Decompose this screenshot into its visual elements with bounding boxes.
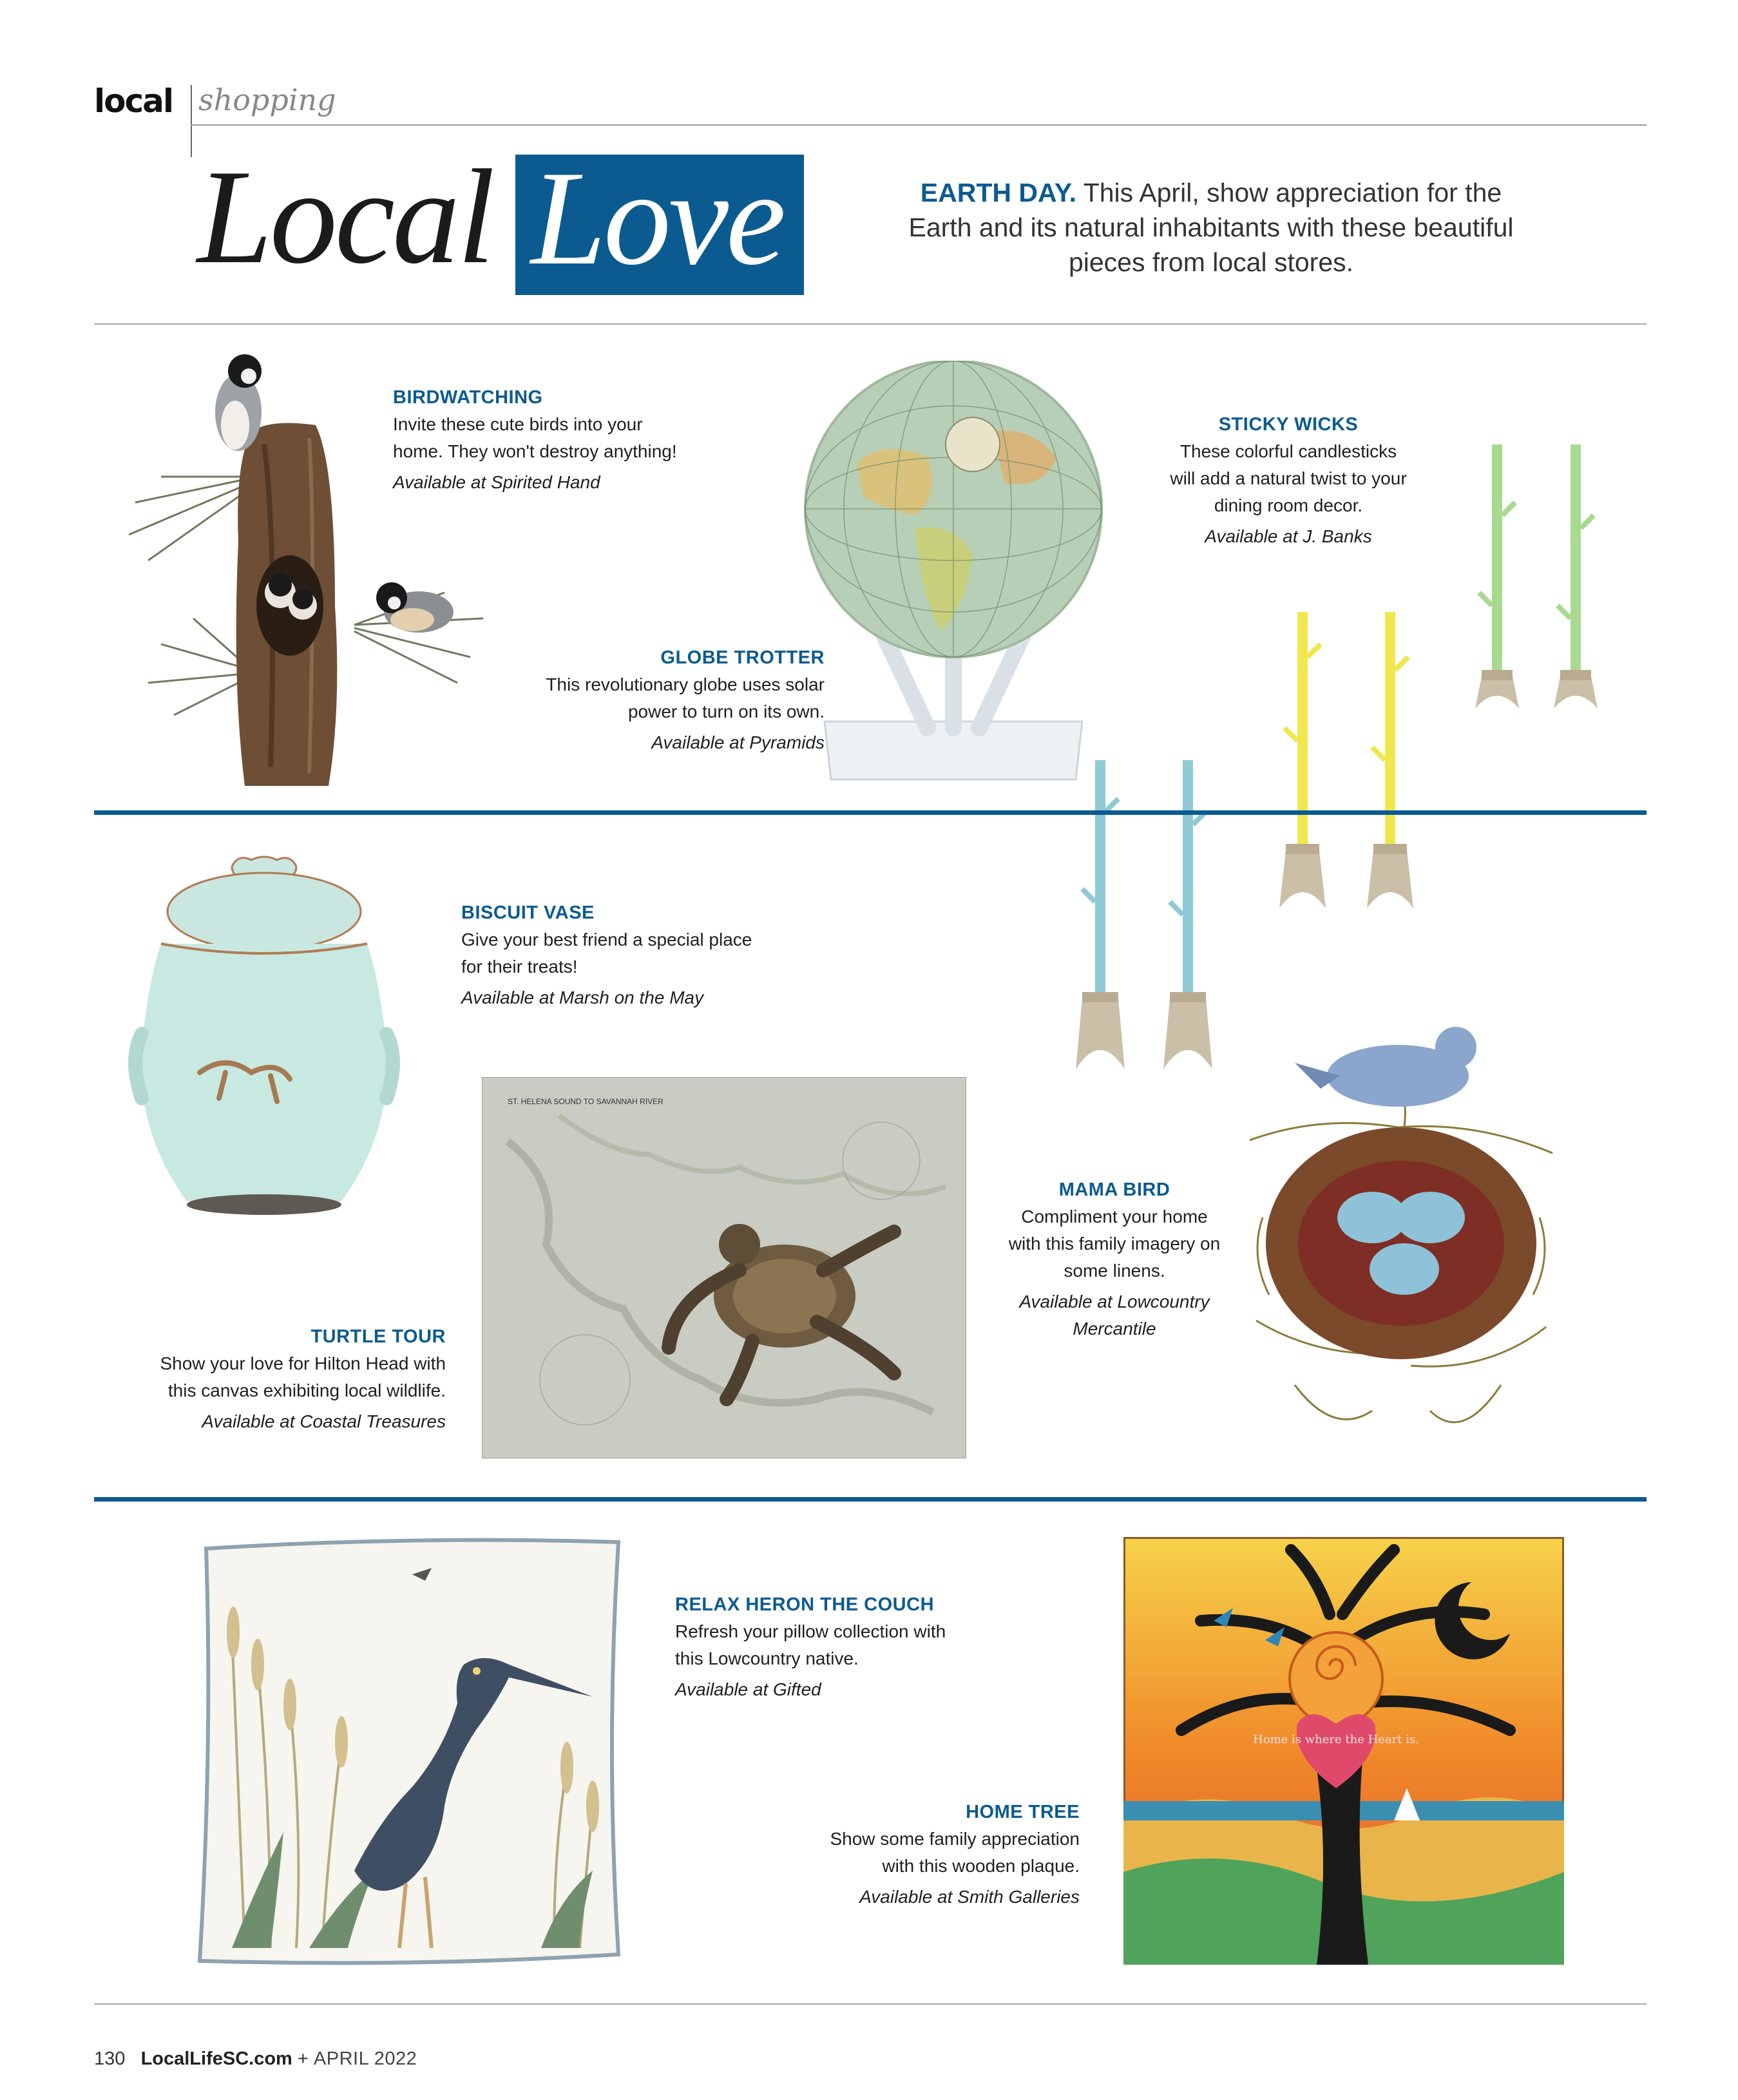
plaque-text: Home is where the Heart is. bbox=[1253, 1733, 1419, 1746]
wicks-description: These colorful candlesticks will add a natural twist to your dining room decor. bbox=[1170, 441, 1407, 515]
mamabird-caption bbox=[966, 1176, 1263, 1342]
page-footer bbox=[94, 2048, 417, 2070]
heron-pillow-image bbox=[193, 1536, 631, 1969]
section-rule-top bbox=[94, 323, 1647, 325]
mamabird-title: MAMA BIRD bbox=[1058, 1179, 1170, 1200]
globe-availability: Available at Pyramids bbox=[651, 732, 825, 752]
vase-title: BISCUIT VASE bbox=[461, 902, 595, 923]
wicks-title: STICKY WICKS bbox=[1218, 414, 1359, 435]
hometree-availability: Available at Smith Galleries bbox=[859, 1887, 1080, 1907]
intro-text: This April, show appreciation for the Earth and its natural inhabitants with these beautiful pieces from local stores. bbox=[908, 178, 1514, 277]
intro-paragraph bbox=[889, 175, 1533, 280]
mama-bird-image bbox=[1243, 1024, 1559, 1462]
birdwatching-availability: Available at Spirited Hand bbox=[393, 472, 600, 492]
blue-candles bbox=[1076, 760, 1212, 1069]
turtle-caption bbox=[116, 1323, 446, 1435]
turtle-title: TURTLE TOUR bbox=[310, 1326, 446, 1347]
heron-title: RELAX HERON THE COUCH bbox=[675, 1594, 935, 1615]
birdwatching-title: BIRDWATCHING bbox=[393, 387, 543, 408]
mamabird-availability: Available at Lowcountry Mercantile bbox=[1019, 1292, 1210, 1339]
intro-lead: EARTH DAY. bbox=[920, 178, 1077, 207]
wicks-caption bbox=[1134, 411, 1443, 550]
biscuit-vase-image bbox=[122, 854, 406, 1240]
heron-description: Refresh your pillow collection with this Lowcountry native. bbox=[675, 1621, 946, 1668]
mamabird-description: Compliment your home with this family imagery on some linens. bbox=[1008, 1207, 1221, 1281]
wicks-availability: Available at J. Banks bbox=[1205, 526, 1372, 546]
footer-rule bbox=[94, 2003, 1647, 2005]
globe-title: GLOBE TROTTER bbox=[660, 647, 825, 668]
footer-issue: APRIL 2022 bbox=[313, 2048, 417, 2069]
vase-description: Give your best friend a special place for their treats! bbox=[461, 930, 752, 977]
globe-caption bbox=[515, 644, 825, 756]
hometree-description: Show some family appreciation with this wooden plaque. bbox=[830, 1829, 1080, 1876]
title-love: Love bbox=[531, 144, 784, 293]
turtle-description: Show your love for Hilton Head with this canvas exhibiting local wildlife. bbox=[160, 1353, 446, 1400]
turtle-availability: Available at Coastal Treasures bbox=[202, 1411, 446, 1431]
footer-site-link[interactable]: LocalLifeSC.com bbox=[140, 2048, 292, 2069]
birdwatching-description: Invite these cute birds into your home. They won't destroy anything! bbox=[393, 414, 677, 461]
footer-separator: + bbox=[297, 2048, 309, 2069]
header-rule bbox=[191, 124, 1647, 126]
birdwatching-caption bbox=[393, 384, 677, 496]
chart-header-text: ST. HELENA SOUND TO SAVANNAH RIVER bbox=[508, 1097, 664, 1106]
globe-description: This revolutionary globe uses solar power to turn on its own. bbox=[546, 674, 825, 721]
vase-caption bbox=[461, 899, 752, 1011]
brand-logo: local bbox=[94, 82, 173, 120]
heron-caption bbox=[675, 1591, 946, 1703]
turtle-canvas-image bbox=[482, 1077, 966, 1458]
heron-availability: Available at Gifted bbox=[675, 1679, 821, 1699]
home-tree-image bbox=[1123, 1537, 1564, 1965]
section-label: shopping bbox=[198, 82, 336, 117]
yellow-candles bbox=[1279, 612, 1413, 908]
hometree-title: HOME TREE bbox=[966, 1802, 1080, 1822]
brand-divider bbox=[191, 85, 192, 157]
hometree-caption bbox=[758, 1799, 1080, 1911]
section-rule-2 bbox=[94, 1497, 1647, 1502]
green-candles bbox=[1475, 444, 1598, 709]
vase-availability: Available at Marsh on the May bbox=[461, 988, 704, 1007]
page-number: 130 bbox=[94, 2048, 126, 2069]
title-local: Local bbox=[197, 142, 493, 292]
section-rule-1 bbox=[94, 810, 1647, 815]
